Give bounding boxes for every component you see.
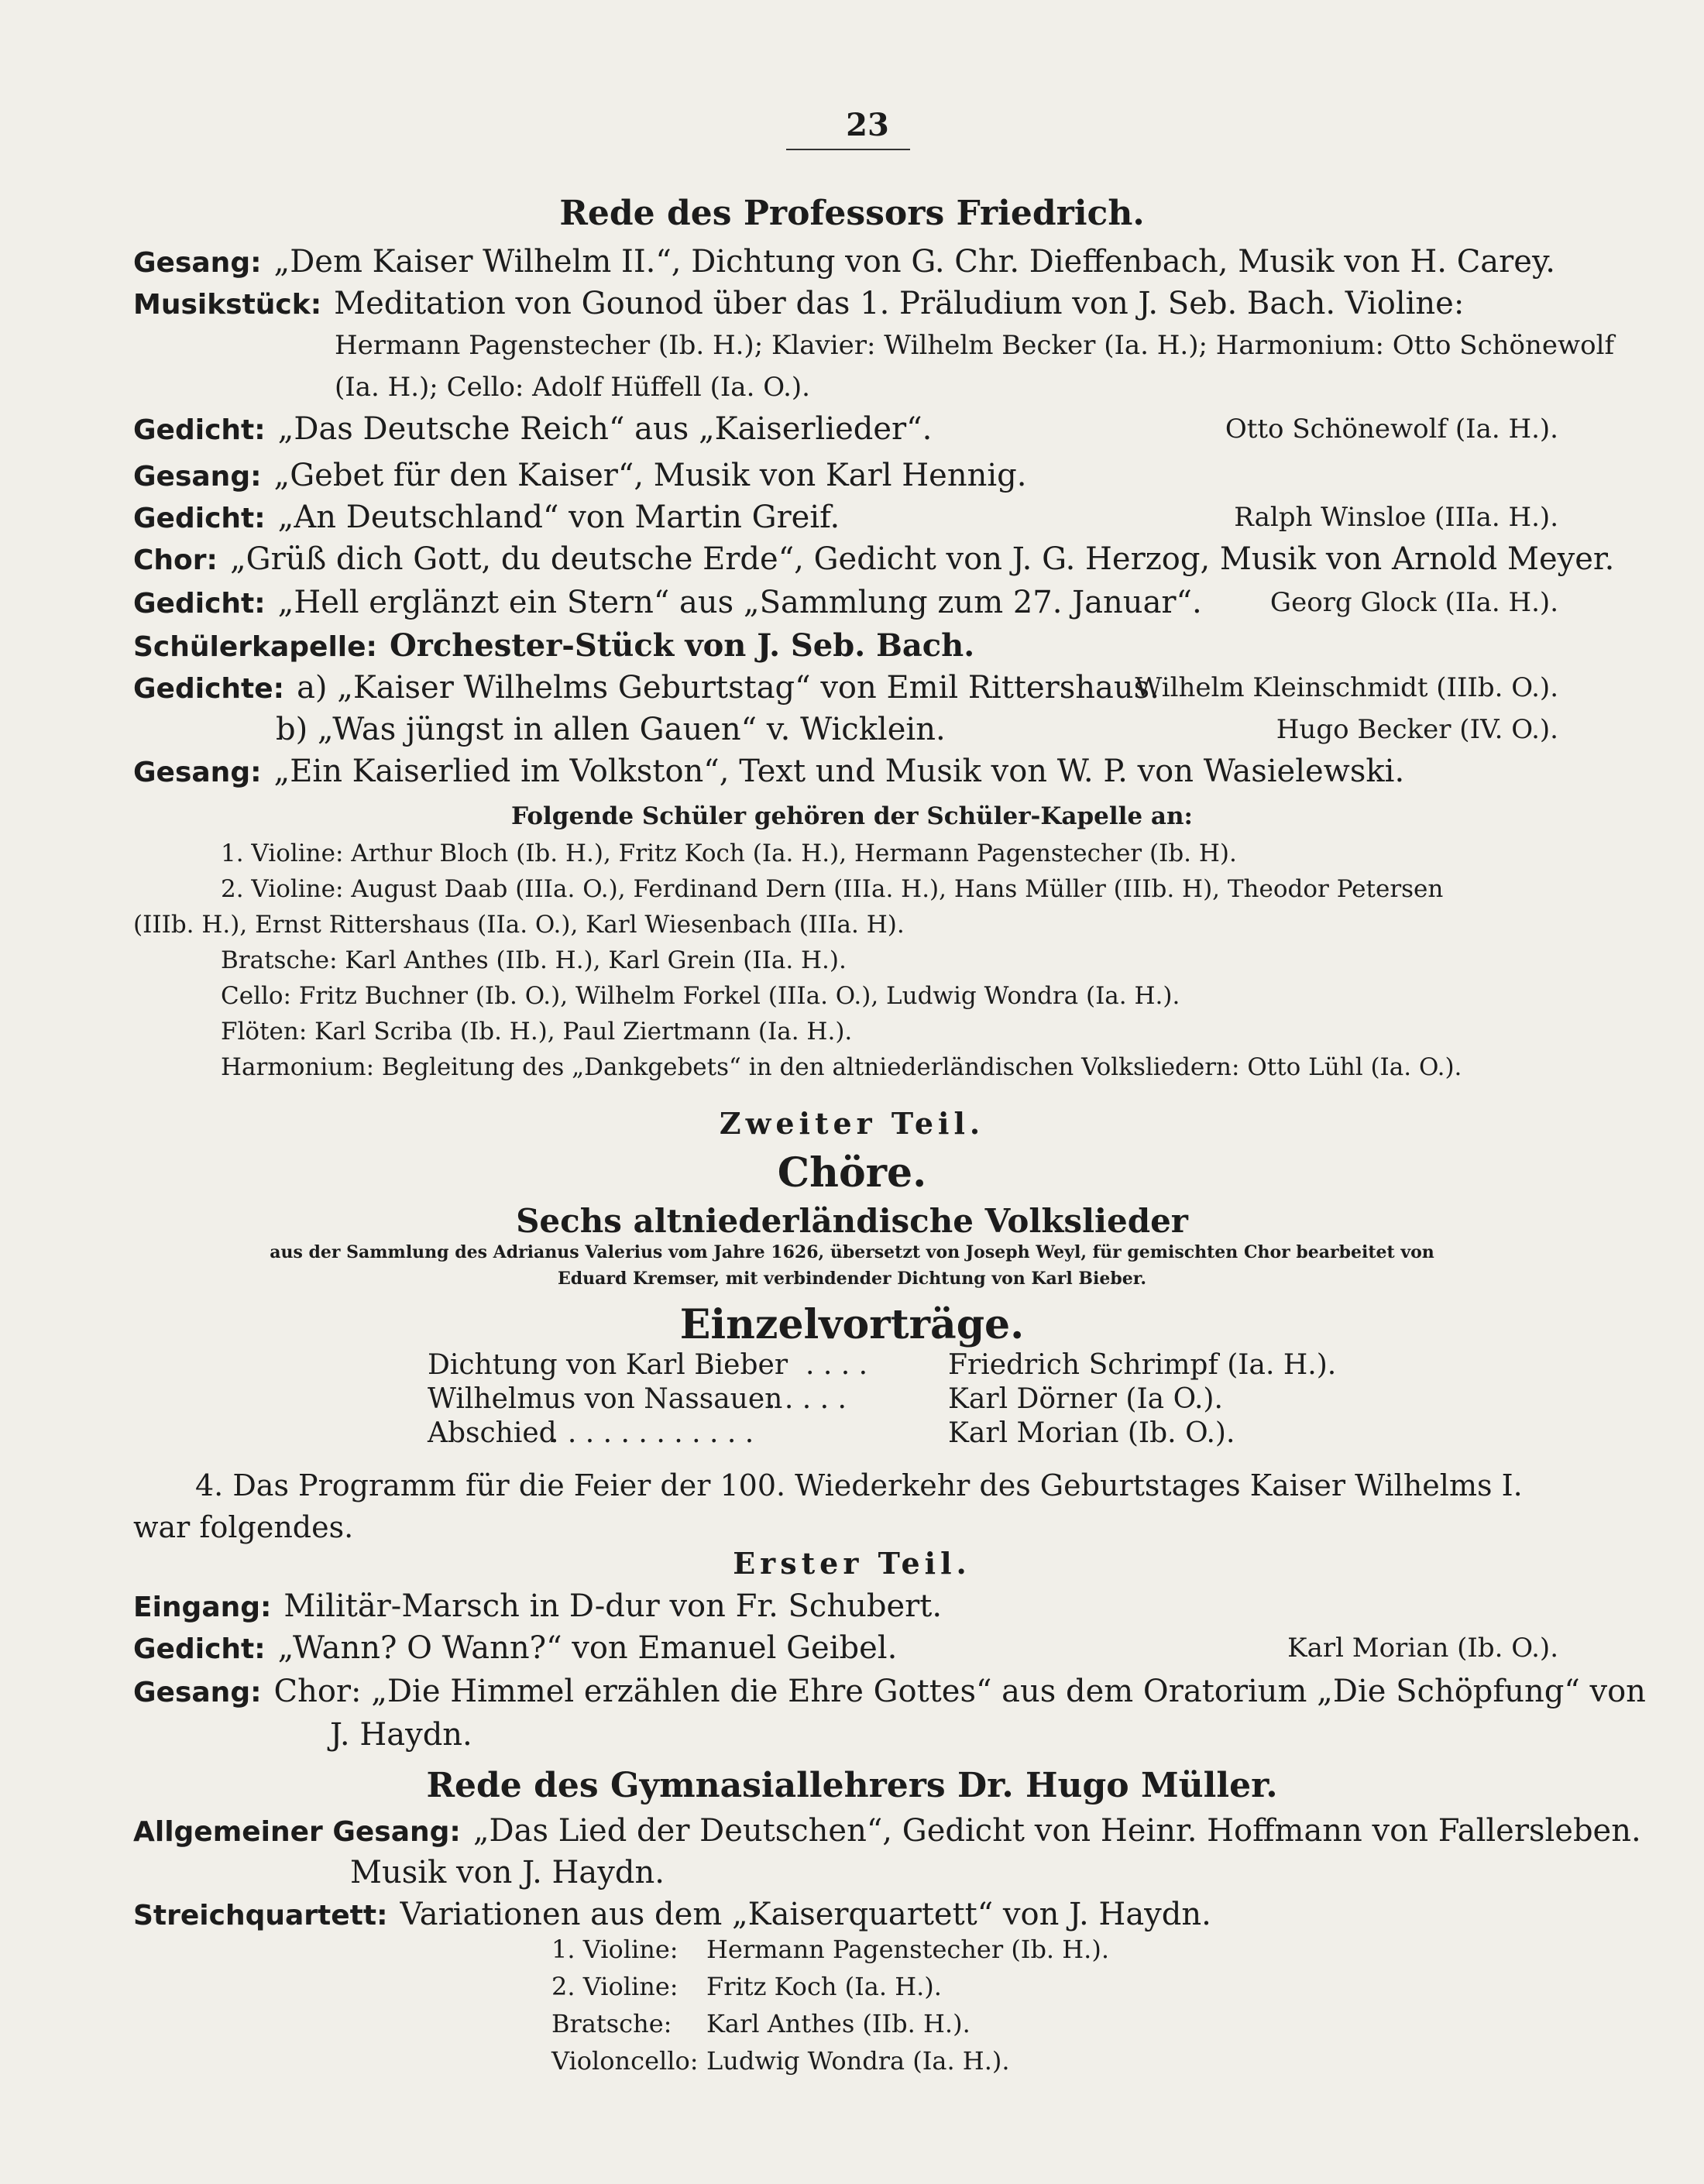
band-line: Harmonium: Begleitung des „Dankgebets“ in den altniederländischen Volksliedern: Otto Lühl (Ia. O.). (221, 1053, 1462, 1081)
program-item (133, 455, 1558, 497)
program-item (133, 626, 1558, 668)
item-text: „Wann? O Wann?“ von Emanuel Geibel. (277, 1630, 898, 1666)
program-item (133, 409, 1558, 451)
item-label: Eingang: (133, 1592, 272, 1623)
item-text: „An Deutschland“ von Martin Greif. (277, 500, 840, 535)
quartet-instrument: 2. Violine: (551, 1972, 679, 2001)
program-item (133, 582, 1558, 624)
solo-performer: Friedrich Schrimpf (Ia. H.). (948, 1349, 1337, 1381)
item-text: Chor: „Die Himmel erzählen die Ehre Gottes“ aus dem Oratorium „Die Schöpfung“ von (273, 1674, 1646, 1709)
item-performer: Hugo Becker (IV. O.). (1276, 714, 1558, 745)
program-item (133, 242, 1558, 283)
quartet-instrument: Violoncello: (551, 2046, 699, 2076)
item-label: Gedicht: (133, 414, 266, 446)
item-text: „Das Deutsche Reich“ aus „Kaiserlieder“. (277, 411, 933, 447)
solo-leader: . . . . . (767, 1383, 847, 1415)
part-heading-zweiter-teil: Zweiter Teil. (719, 1106, 985, 1141)
item-text: Orchester-Stück von J. Seb. Bach. (389, 627, 975, 664)
quartet-player: Hermann Pagenstecher (Ib. H.). (706, 1935, 1109, 1964)
program-item-continuation (350, 1853, 1558, 1893)
solos-heading: Einzelvorträge. (679, 1301, 1025, 1348)
solo-performer: Karl Dörner (Ia O.). (948, 1383, 1223, 1415)
item-label: Gesang: (133, 757, 262, 788)
item-label: Gesang: (133, 247, 262, 279)
band-line: 1. Violine: Arthur Bloch (Ib. H.), Fritz Koch (Ia. H.), Hermann Pagenstecher (Ib. H). (221, 840, 1237, 867)
quartet-instrument: 1. Violine: (551, 1935, 679, 1964)
solo-performer: Karl Morian (Ib. O.). (948, 1417, 1235, 1449)
program-item (133, 751, 1558, 793)
item-text: „Grüß dich Gott, du deutsche Erde“, Gedicht von J. G. Herzog, Musik von Arnold Meyer. (229, 541, 1615, 577)
item-label: Gedichte: (133, 673, 285, 705)
item-label: Gesang: (133, 1677, 262, 1708)
program-item (133, 668, 1558, 709)
item-label: Streichquartett: (133, 1900, 388, 1932)
item-text: Meditation von Gounod über das 1. Präludium von J. Seb. Bach. Violine: (334, 286, 1465, 321)
solo-title: Abschied (428, 1417, 557, 1449)
band-line: Bratsche: Karl Anthes (IIb. H.), Karl Grein (IIa. H.). (221, 946, 847, 974)
item-performer: Wilhelm Kleinschmidt (IIIb. O.). (1135, 672, 1558, 703)
item-label: Chor: (133, 544, 218, 576)
program-item (133, 1894, 1558, 1936)
paragraph-line: 4. Das Programm für die Feier der 100. Wiederkehr des Geburtstages Kaiser Wilhelms I. (195, 1468, 1523, 1502)
folksongs-title: Sechs altniederländische Volkslieder (516, 1202, 1188, 1240)
item-text: a) „Kaiser Wilhelms Geburtstag“ von Emil Rittershaus. (297, 670, 1159, 706)
paragraph-line: war folgendes. (133, 1510, 354, 1544)
program-item-continuation (335, 325, 1615, 366)
program-item (133, 497, 1558, 539)
item-text: b) „Was jüngst in allen Gauen“ v. Wicklein. (276, 712, 946, 747)
solo-leader: . . . . . . . . . . . . (550, 1417, 754, 1449)
item-performer: Karl Morian (Ib. O.). (1287, 1633, 1558, 1664)
item-label: Allgemeiner Gesang: (133, 1816, 461, 1848)
item-performer: Ralph Winsloe (IIIa. H.). (1234, 502, 1558, 533)
program-item (133, 539, 1615, 581)
item-text: (Ia. H.); Cello: Adolf Hüffell (Ia. O.). (335, 372, 810, 403)
program-item (133, 1628, 1558, 1670)
item-label: Gedicht: (133, 1633, 266, 1665)
folksongs-note: aus der Sammlung des Adrianus Valerius vom Jahre 1626, übersetzt von Joseph Weyl, für gemischten Chor bearbeitet von (270, 1242, 1434, 1262)
section-heading-rede-friedrich: Rede des Professors Friedrich. (559, 194, 1145, 233)
band-line: (IIIb. H.), Ernst Rittershaus (IIa. O.), Karl Wiesenbach (IIIa. H). (133, 911, 905, 939)
program-item-continuation (335, 367, 1558, 407)
quartet-player: Fritz Koch (Ia. H.). (706, 1972, 942, 2001)
solo-leader: . . . . (806, 1349, 868, 1381)
item-label: Gesang: (133, 461, 262, 493)
item-performer: Georg Glock (IIa. H.). (1269, 587, 1558, 618)
item-text: J. Haydn. (330, 1717, 472, 1753)
program-item (133, 283, 1558, 325)
page-number-rule (786, 149, 910, 150)
folksongs-note: Eduard Kremser, mit verbindender Dichtung von Karl Bieber. (558, 1269, 1146, 1289)
program-item-continuation (330, 1715, 1558, 1755)
item-text: Militär-Marsch in D-dur von Fr. Schubert. (283, 1588, 943, 1624)
band-line: 2. Violine: August Daab (IIIa. O.), Ferdinand Dern (IIIa. H.), Hans Müller (IIIb. H), Theodor Petersen (221, 875, 1444, 903)
item-text: Hermann Pagenstecher (Ib. H.); Klavier: Wilhelm Becker (Ia. H.); Harmonium: Otto Schönewolf (335, 330, 1615, 361)
item-label: Gedicht: (133, 588, 266, 620)
item-label: Gedicht: (133, 503, 266, 534)
item-text: „Dem Kaiser Wilhelm II.“, Dichtung von G. Chr. Dieffenbach, Musik von H. Carey. (273, 244, 1555, 280)
part-heading-erster-teil: Erster Teil. (733, 1546, 971, 1581)
program-item (276, 709, 1558, 750)
page-number: 23 (846, 107, 889, 143)
choirs-heading: Chöre. (777, 1149, 927, 1197)
quartet-player: Ludwig Wondra (Ia. H.). (706, 2046, 1010, 2076)
program-item (133, 1811, 1641, 1853)
quartet-instrument: Bratsche: (551, 2009, 672, 2038)
band-line: Cello: Fritz Buchner (Ib. O.), Wilhelm Forkel (IIIa. O.), Ludwig Wondra (Ia. H.). (221, 982, 1180, 1010)
item-text: „Hell erglänzt ein Stern“ aus „Sammlung zum 27. Januar“. (277, 585, 1202, 620)
band-line: Flöten: Karl Scriba (Ib. H.), Paul Ziertmann (Ia. H.). (221, 1018, 853, 1046)
item-text: Musik von J. Haydn. (350, 1855, 665, 1890)
quartet-player: Karl Anthes (IIb. H.). (706, 2009, 971, 2038)
band-heading: Folgende Schüler gehören der Schüler-Kapelle an: (511, 802, 1193, 830)
item-label: Musikstück: (133, 289, 322, 321)
section-heading-rede-mueller: Rede des Gymnasiallehrers Dr. Hugo Müller. (426, 1766, 1278, 1805)
solo-title: Wilhelmus von Nassauen (428, 1383, 783, 1415)
item-text: Variationen aus dem „Kaiserquartett“ von J. Haydn. (400, 1897, 1211, 1932)
program-item (133, 1586, 1558, 1628)
item-performer: Otto Schönewolf (Ia. H.). (1225, 414, 1558, 445)
item-text: „Gebet für den Kaiser“, Musik von Karl Hennig. (273, 458, 1027, 493)
solo-title: Dichtung von Karl Bieber (428, 1349, 788, 1381)
item-text: „Ein Kaiserlied im Volkston“, Text und Musik von W. P. von Wasielewski. (273, 754, 1405, 789)
program-item (133, 1671, 1646, 1713)
item-label: Schülerkapelle: (133, 631, 377, 663)
item-text: „Das Lied der Deutschen“, Gedicht von Heinr. Hoffmann von Fallersleben. (472, 1813, 1641, 1849)
